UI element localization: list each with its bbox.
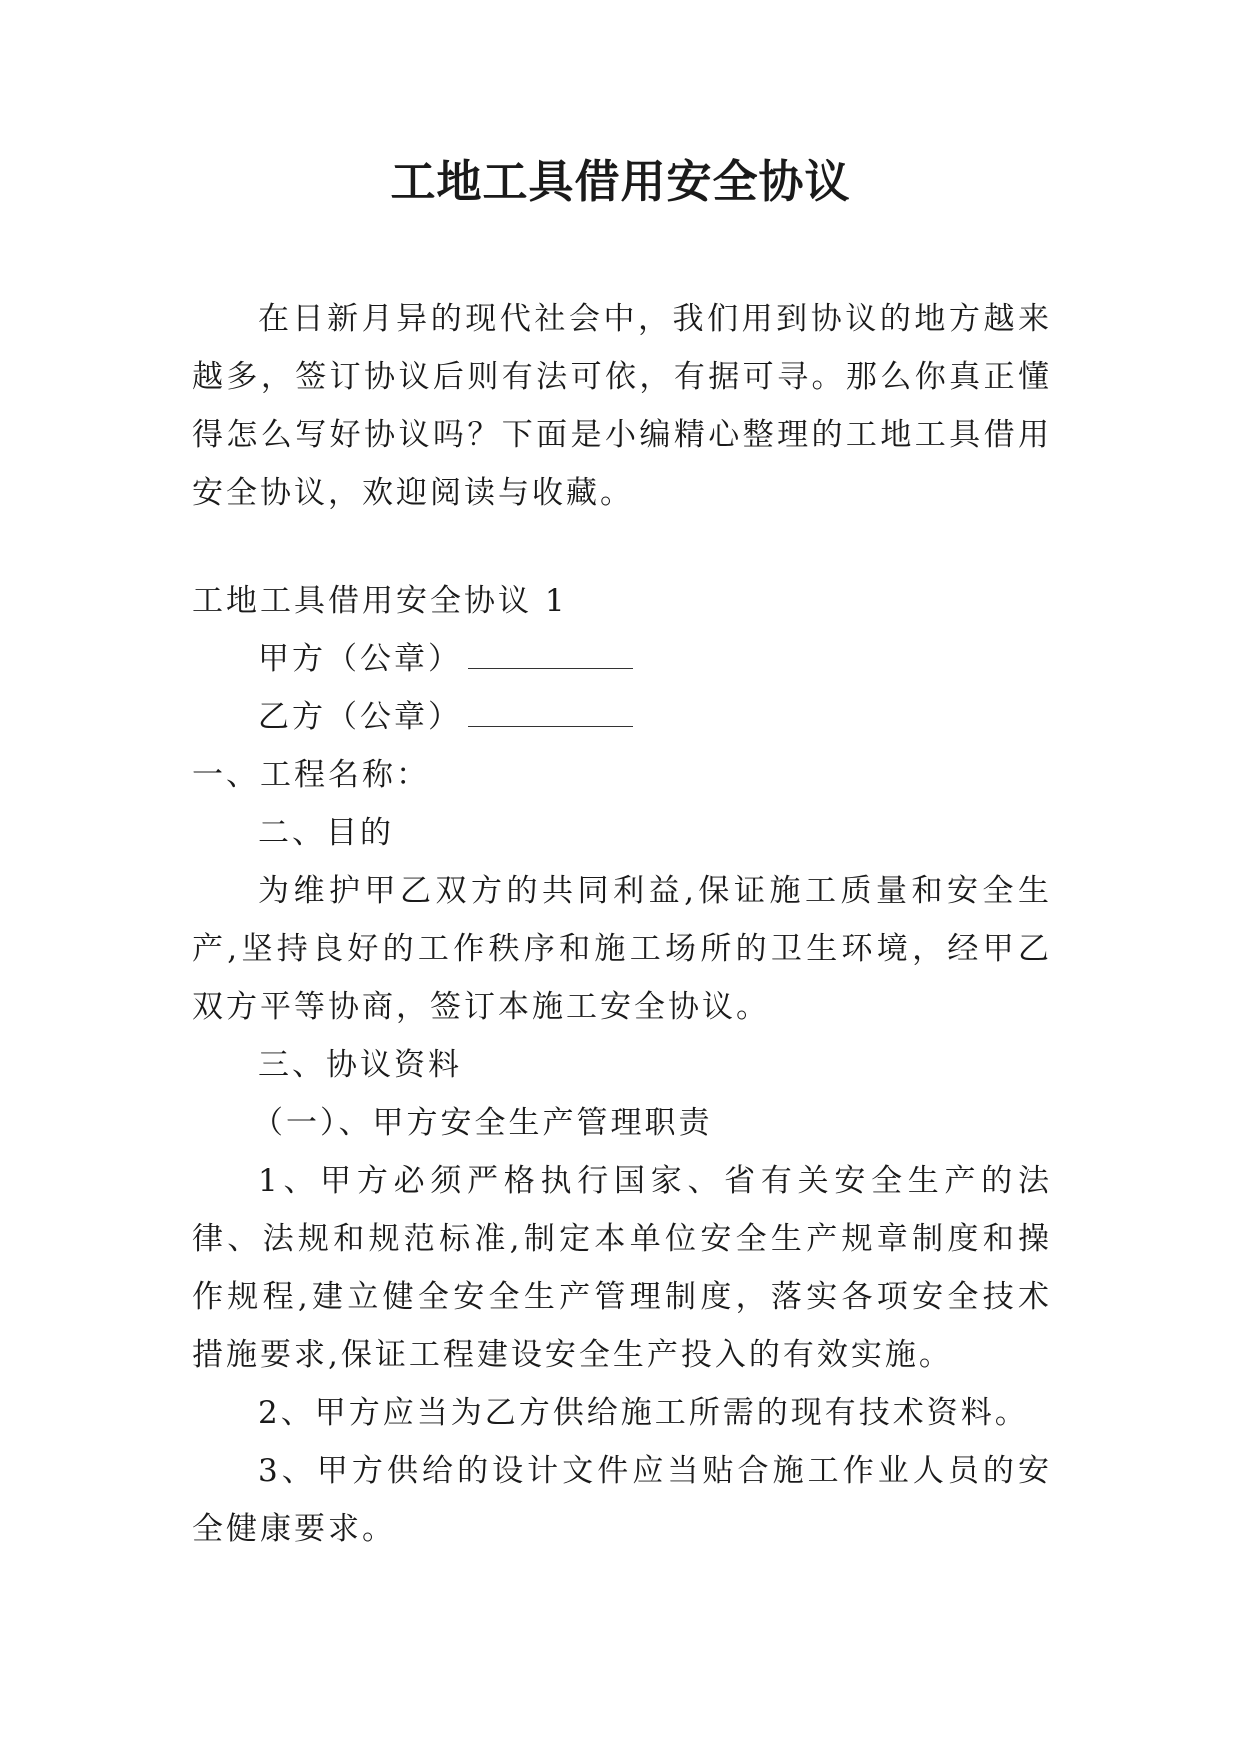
spacer (192, 522, 1052, 572)
party-b-label: 乙方（公章） (258, 699, 462, 735)
item-project-name: 一、工程名称： (192, 757, 430, 793)
item-purpose: 二、目的 (258, 815, 394, 851)
document-body (192, 290, 1052, 1558)
subsection-party-a-duties: （一）、甲方安全生产管理职责 (252, 1105, 713, 1141)
party-a-blank (468, 638, 633, 669)
party-b-line (192, 688, 1052, 746)
purpose-paragraph: 为维护甲乙双方的共同利益,保证施工质量和安全生产,坚持良好的工作秩序和施工场所的卫生环境，经甲乙双方平等协商，签订本施工安全协议。 (192, 873, 1052, 1025)
clause-2: 2、甲方应当为乙方供给施工所需的现有技术资料。 (258, 1395, 1029, 1431)
party-b-blank (468, 696, 633, 727)
item-agreement-content: 三、协议资料 (258, 1047, 462, 1083)
clause-3: 3、甲方供给的设计文件应当贴合施工作业人员的安全健康要求。 (192, 1453, 1052, 1547)
section-heading: 工地工具借用安全协议 1 (192, 583, 568, 619)
party-a-label: 甲方（公章） (258, 641, 462, 677)
party-a-line (192, 630, 1052, 688)
clause-1: 1、甲方必须严格执行国家、省有关安全生产的法律、法规和规范标准,制定本单位安全生产规章制度和操作规程,建立健全安全生产管理制度，落实各项安全技术措施要求,保证工程建设安全生产投入的有效实施。 (192, 1163, 1052, 1373)
document-title: 工地工具借用安全协议 (390, 155, 851, 208)
intro-paragraph: 在日新月异的现代社会中，我们用到协议的地方越来越多，签订协议后则有法可依，有据可寻。那么你真正懂得怎么写好协议吗？下面是小编精心整理的工地工具借用安全协议，欢迎阅读与收藏。 (192, 301, 1052, 511)
